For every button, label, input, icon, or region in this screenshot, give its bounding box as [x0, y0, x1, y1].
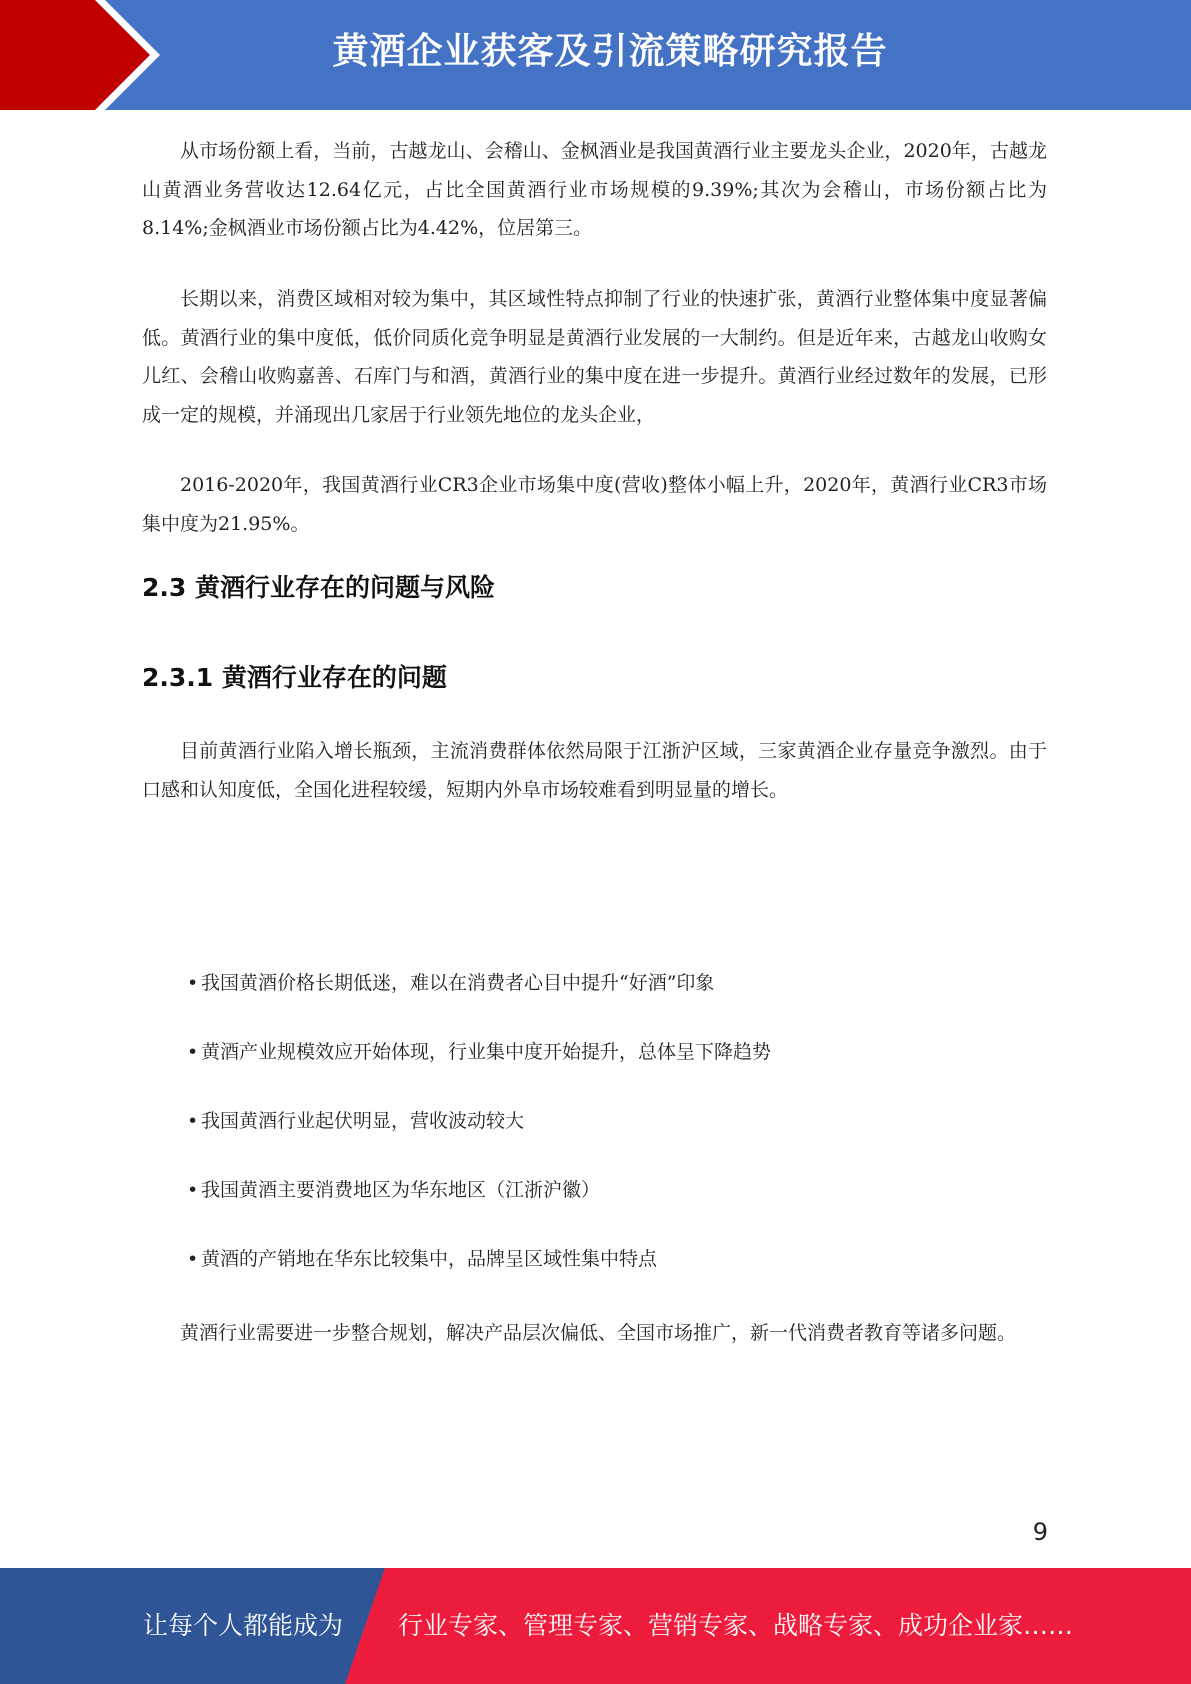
- list-item: • 我国黄酒行业起伏明显，营收波动较大: [187, 1106, 771, 1175]
- list-item: • 我国黄酒主要消费地区为华东地区（江浙沪徽）: [187, 1175, 771, 1244]
- list-item: • 黄酒的产销地在华东比较集中，品牌呈区域性集中特点: [187, 1244, 771, 1313]
- report-title: 黄酒企业获客及引流策略研究报告: [332, 31, 888, 72]
- section-heading-2-3-1: 2.3.1 黄酒行业存在的问题: [142, 663, 447, 692]
- section-heading-2-3: 2.3 黄酒行业存在的问题与风险: [142, 573, 495, 602]
- paragraph-conclusion: 黄酒行业需要进一步整合规划，解决产品层次偏低、全国市场推广，新一代消费者教育等诸多问题。: [180, 1322, 1017, 1344]
- problem-list: [187, 968, 771, 1313]
- bullet-icon: •: [187, 1041, 199, 1063]
- page-footer: [0, 1568, 1191, 1684]
- page-number: 9: [1032, 1518, 1048, 1546]
- bullet-icon: •: [187, 1248, 199, 1270]
- chevron-red: [0, 0, 150, 110]
- footer-slogan-right: 行业专家、管理专家、营销专家、战略专家、成功企业家……: [398, 1611, 1074, 1640]
- paragraph-market-share: 从市场份额上看，当前，古越龙山、会稽山、金枫酒业是我国黄酒行业主要龙头企业，2020年，古越龙山黄酒业务营收达12.64亿元，占比全国黄酒行业市场规模的9.39%;其次为会稽山，市场份额占比为8.14%;金枫酒业市场份额占比为4.42%，位居第三。: [142, 140, 1047, 239]
- page-header: [0, 0, 1191, 110]
- paragraph-growth-bottleneck: 目前黄酒行业陷入增长瓶颈，主流消费群体依然局限于江浙沪区域，三家黄酒企业存量竞争激烈。由于口感和认知度低，全国化进程较缓，短期内外阜市场较难看到明显量的增长。: [142, 740, 1047, 801]
- bullet-icon: •: [187, 1179, 199, 1201]
- paragraph-cr3: 2016-2020年，我国黄酒行业CR3企业市场集中度(营收)整体小幅上升，2020年，黄酒行业CR3市场集中度为21.95%。: [142, 474, 1047, 535]
- list-item: • 我国黄酒价格长期低迷，难以在消费者心目中提升“好酒”印象: [187, 968, 771, 1037]
- bullet-icon: •: [187, 1110, 199, 1132]
- list-item: • 黄酒产业规模效应开始体现，行业集中度开始提升，总体呈下降趋势: [187, 1037, 771, 1106]
- footer-slogan-left: 让每个人都能成为: [143, 1611, 344, 1640]
- paragraph-concentration: 长期以来，消费区域相对较为集中，其区域性特点抑制了行业的快速扩张，黄酒行业整体集中度显著偏低。黄酒行业的集中度低，低价同质化竞争明显是黄酒行业发展的一大制约。但是近年来，古越龙山收购女儿红、会稽山收购嘉善、石库门与和酒，黄酒行业的集中度在进一步提升。黄酒行业经过数年的发展，已形成一定的规模，并涌现出几家居于行业领先地位的龙头企业，: [142, 288, 1047, 426]
- header-chevron-decoration: [0, 0, 160, 110]
- bullet-icon: •: [187, 972, 199, 994]
